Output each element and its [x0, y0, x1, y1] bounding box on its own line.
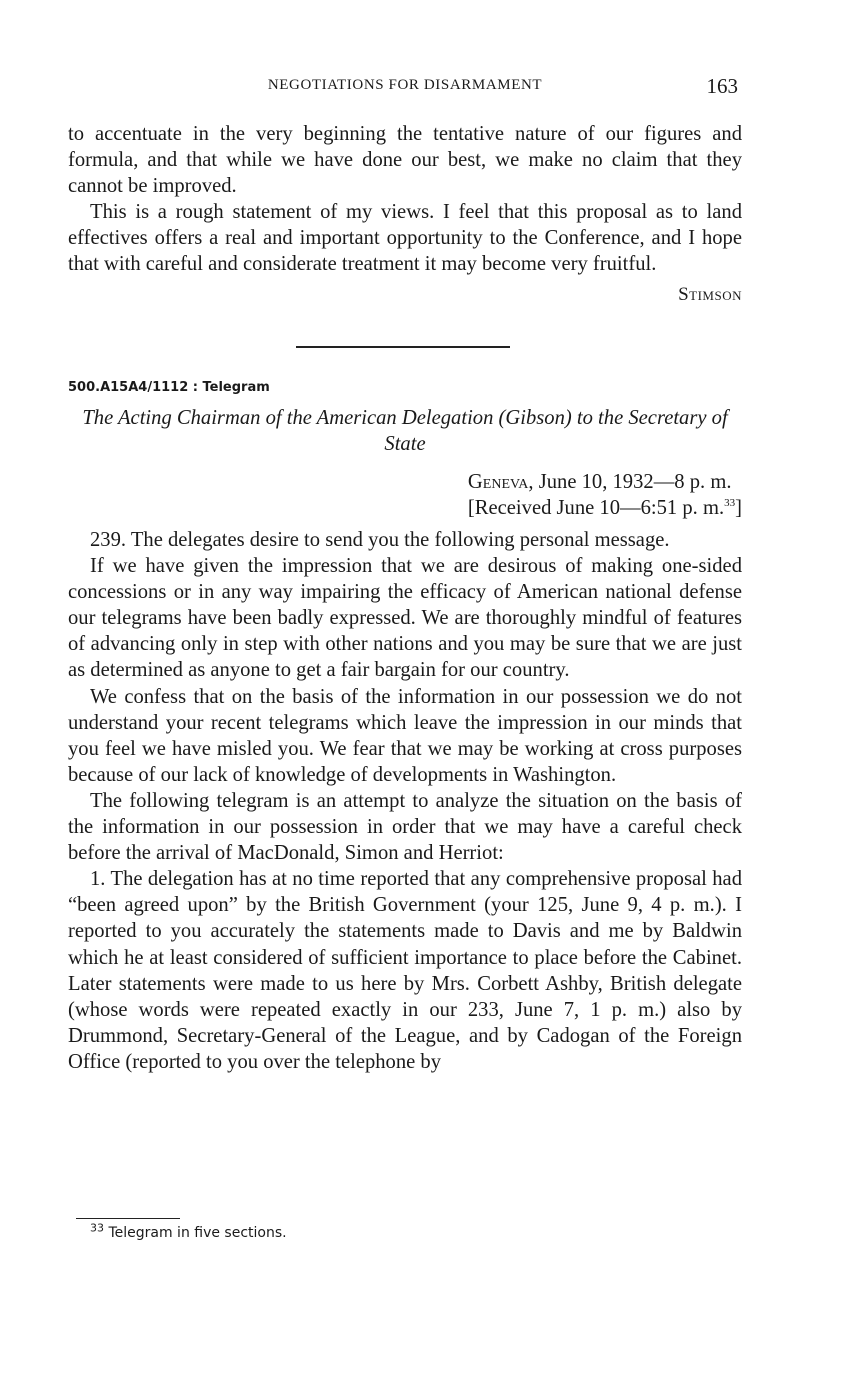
dateline: [468, 469, 742, 521]
received-text: [Received June 10—6:51 p. m.: [467, 497, 725, 519]
dateline-date: , June 10, 1932—8 p. m.: [528, 471, 732, 493]
running-title: NEGOTIATIONS FOR DISARMAMENT: [267, 77, 543, 93]
dateline-received: [468, 495, 742, 521]
footnote-mark: 33: [90, 1221, 104, 1235]
paragraph: The following telegram is an attempt to analyze the situation on the basis of the information in our possession in order that we may have a careful check before the arrival of MacDonald, Simon and Herriot:: [68, 789, 742, 865]
footnote-text: Telegram in five sections.: [108, 1225, 287, 1241]
signature: Stimson: [678, 283, 742, 305]
dateline-sent: [468, 469, 742, 495]
paragraph: to accentuate in the very beginning the tentative nature of our figures and formula, and that while we have done our best, we make no claim that they cannot be improved.: [68, 123, 742, 198]
document-reference: 500.A15A4/1112 : Telegram: [68, 380, 270, 395]
page-number: 163: [706, 74, 738, 98]
section-divider: [296, 346, 510, 348]
prior-document-text: [68, 121, 742, 308]
running-head: [68, 74, 742, 98]
received-close: ]: [735, 497, 742, 519]
footnote-divider: [76, 1218, 180, 1219]
telegram-text: [68, 527, 742, 1075]
dateline-place: Geneva: [467, 471, 529, 493]
paragraph: If we have given the impression that we are desirous of making one-sided concessions or in any way impairing the efficacy of American national defense our telegrams have been badly expressed. We are thoroughly mindful of features of advancing only in step with other nations and you may be sure that we are just as determined as anyone to get a fair bargain for our country.: [68, 555, 742, 682]
footnote-reference: 33: [724, 497, 736, 510]
paragraph: This is a rough statement of my views. I feel that this proposal as to land effectives offers a real and important opportunity to the Conference, and I hope that with careful and considerate treatment it may become very fruitful.: [68, 201, 742, 276]
paragraph: 239. The delegates desire to send you the following personal message.: [90, 529, 670, 551]
paragraph: 1. The delegation has at no time reported that any comprehensive proposal had “been agreed upon” by the British Government (your 125, June 9, 4 p. m.). I reported to you accurately the statements made to Davis and me by Baldwin which he at least considered of sufficient importance to place before the Cabinet. Later statements were made to us here by Mrs. Corbett Ashby, British delegate (whose words were repeated exactly in our 233, June 7, 1 p. m.) also by Drummond, Secretary-General of the League, and by Cadogan of the Foreign Office (reported to you over the telephone by: [68, 868, 742, 1073]
document-heading: The Acting Chairman of the American Delegation (Gibson) to the Secretary of State: [82, 407, 728, 455]
footnote: [90, 1221, 287, 1241]
paragraph: We confess that on the basis of the information in our possession we do not understand your recent telegrams which leave the impression in our minds that you feel we have misled you. We fear that we may be working at cross purposes because of our lack of knowledge of developments in Washington.: [68, 685, 742, 786]
